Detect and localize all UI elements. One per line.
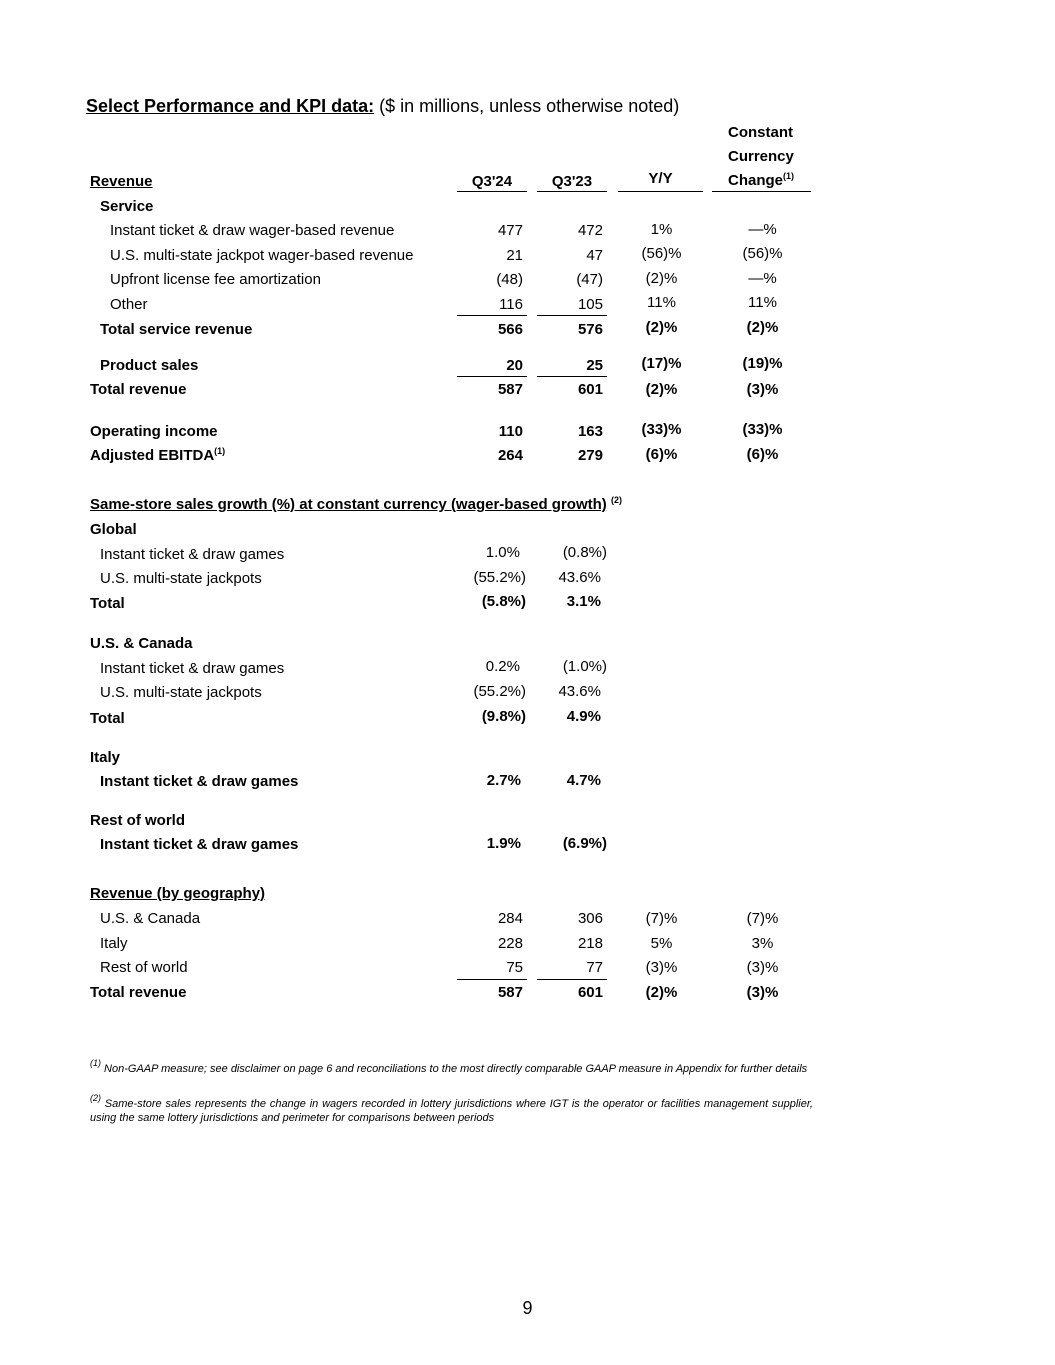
subtotal-rule [457, 979, 527, 980]
sss-us-canada-label: U.S. & Canada [90, 635, 193, 652]
subtotal-rule [457, 376, 527, 377]
page-title [86, 96, 679, 116]
header-yy: Y/Y [648, 170, 673, 187]
title-bold: Select Performance and KPI data: [86, 96, 375, 116]
header-revenue: Revenue [90, 173, 153, 190]
header-rule-q24 [457, 191, 527, 192]
subtotal-rule [457, 315, 527, 316]
header-q3-23: Q3'23 [551, 173, 593, 190]
header-currency: Currency [728, 148, 794, 165]
header-q3-24: Q3'24 [471, 173, 513, 190]
geo-heading: Revenue (by geography) [90, 885, 266, 902]
sss-italy-label: Italy [90, 749, 121, 766]
footnote-2: $^{(2)}$ Same-store sales represents the change in wagers recorded in lottery jurisdictions where IGT is the operator or facilities management supplier, using the same lottery jurisdictions and perimeter for comparisons between periods [90, 1093, 813, 1124]
subtotal-rule [537, 376, 607, 377]
subtotal-rule [537, 315, 607, 316]
sss-heading: Same-store sales growth (%) at constant currency (wager-based growth) $^{(2)}$ [90, 495, 622, 513]
title-subtitle: ($ in millions, unless otherwise noted) [374, 96, 680, 116]
sss-global-label: Global [90, 521, 137, 538]
service-label: Service [100, 198, 154, 215]
header-constant: Constant [728, 124, 793, 141]
sss-rest-of-world-label: Rest of world [90, 812, 186, 829]
footnote-1: $^{(1)}$ Non-GAAP measure; see disclaimer on page 6 and reconciliations to the most directly comparable GAAP measure in Appendix for further details [90, 1058, 808, 1075]
header-rule-yy [618, 191, 703, 192]
header-rule-cc [712, 191, 811, 192]
subtotal-rule [537, 979, 607, 980]
header-change: Change$^{(1)}$ [728, 171, 795, 189]
page-number: 9 [522, 1298, 533, 1318]
header-rule-q23 [537, 191, 607, 192]
